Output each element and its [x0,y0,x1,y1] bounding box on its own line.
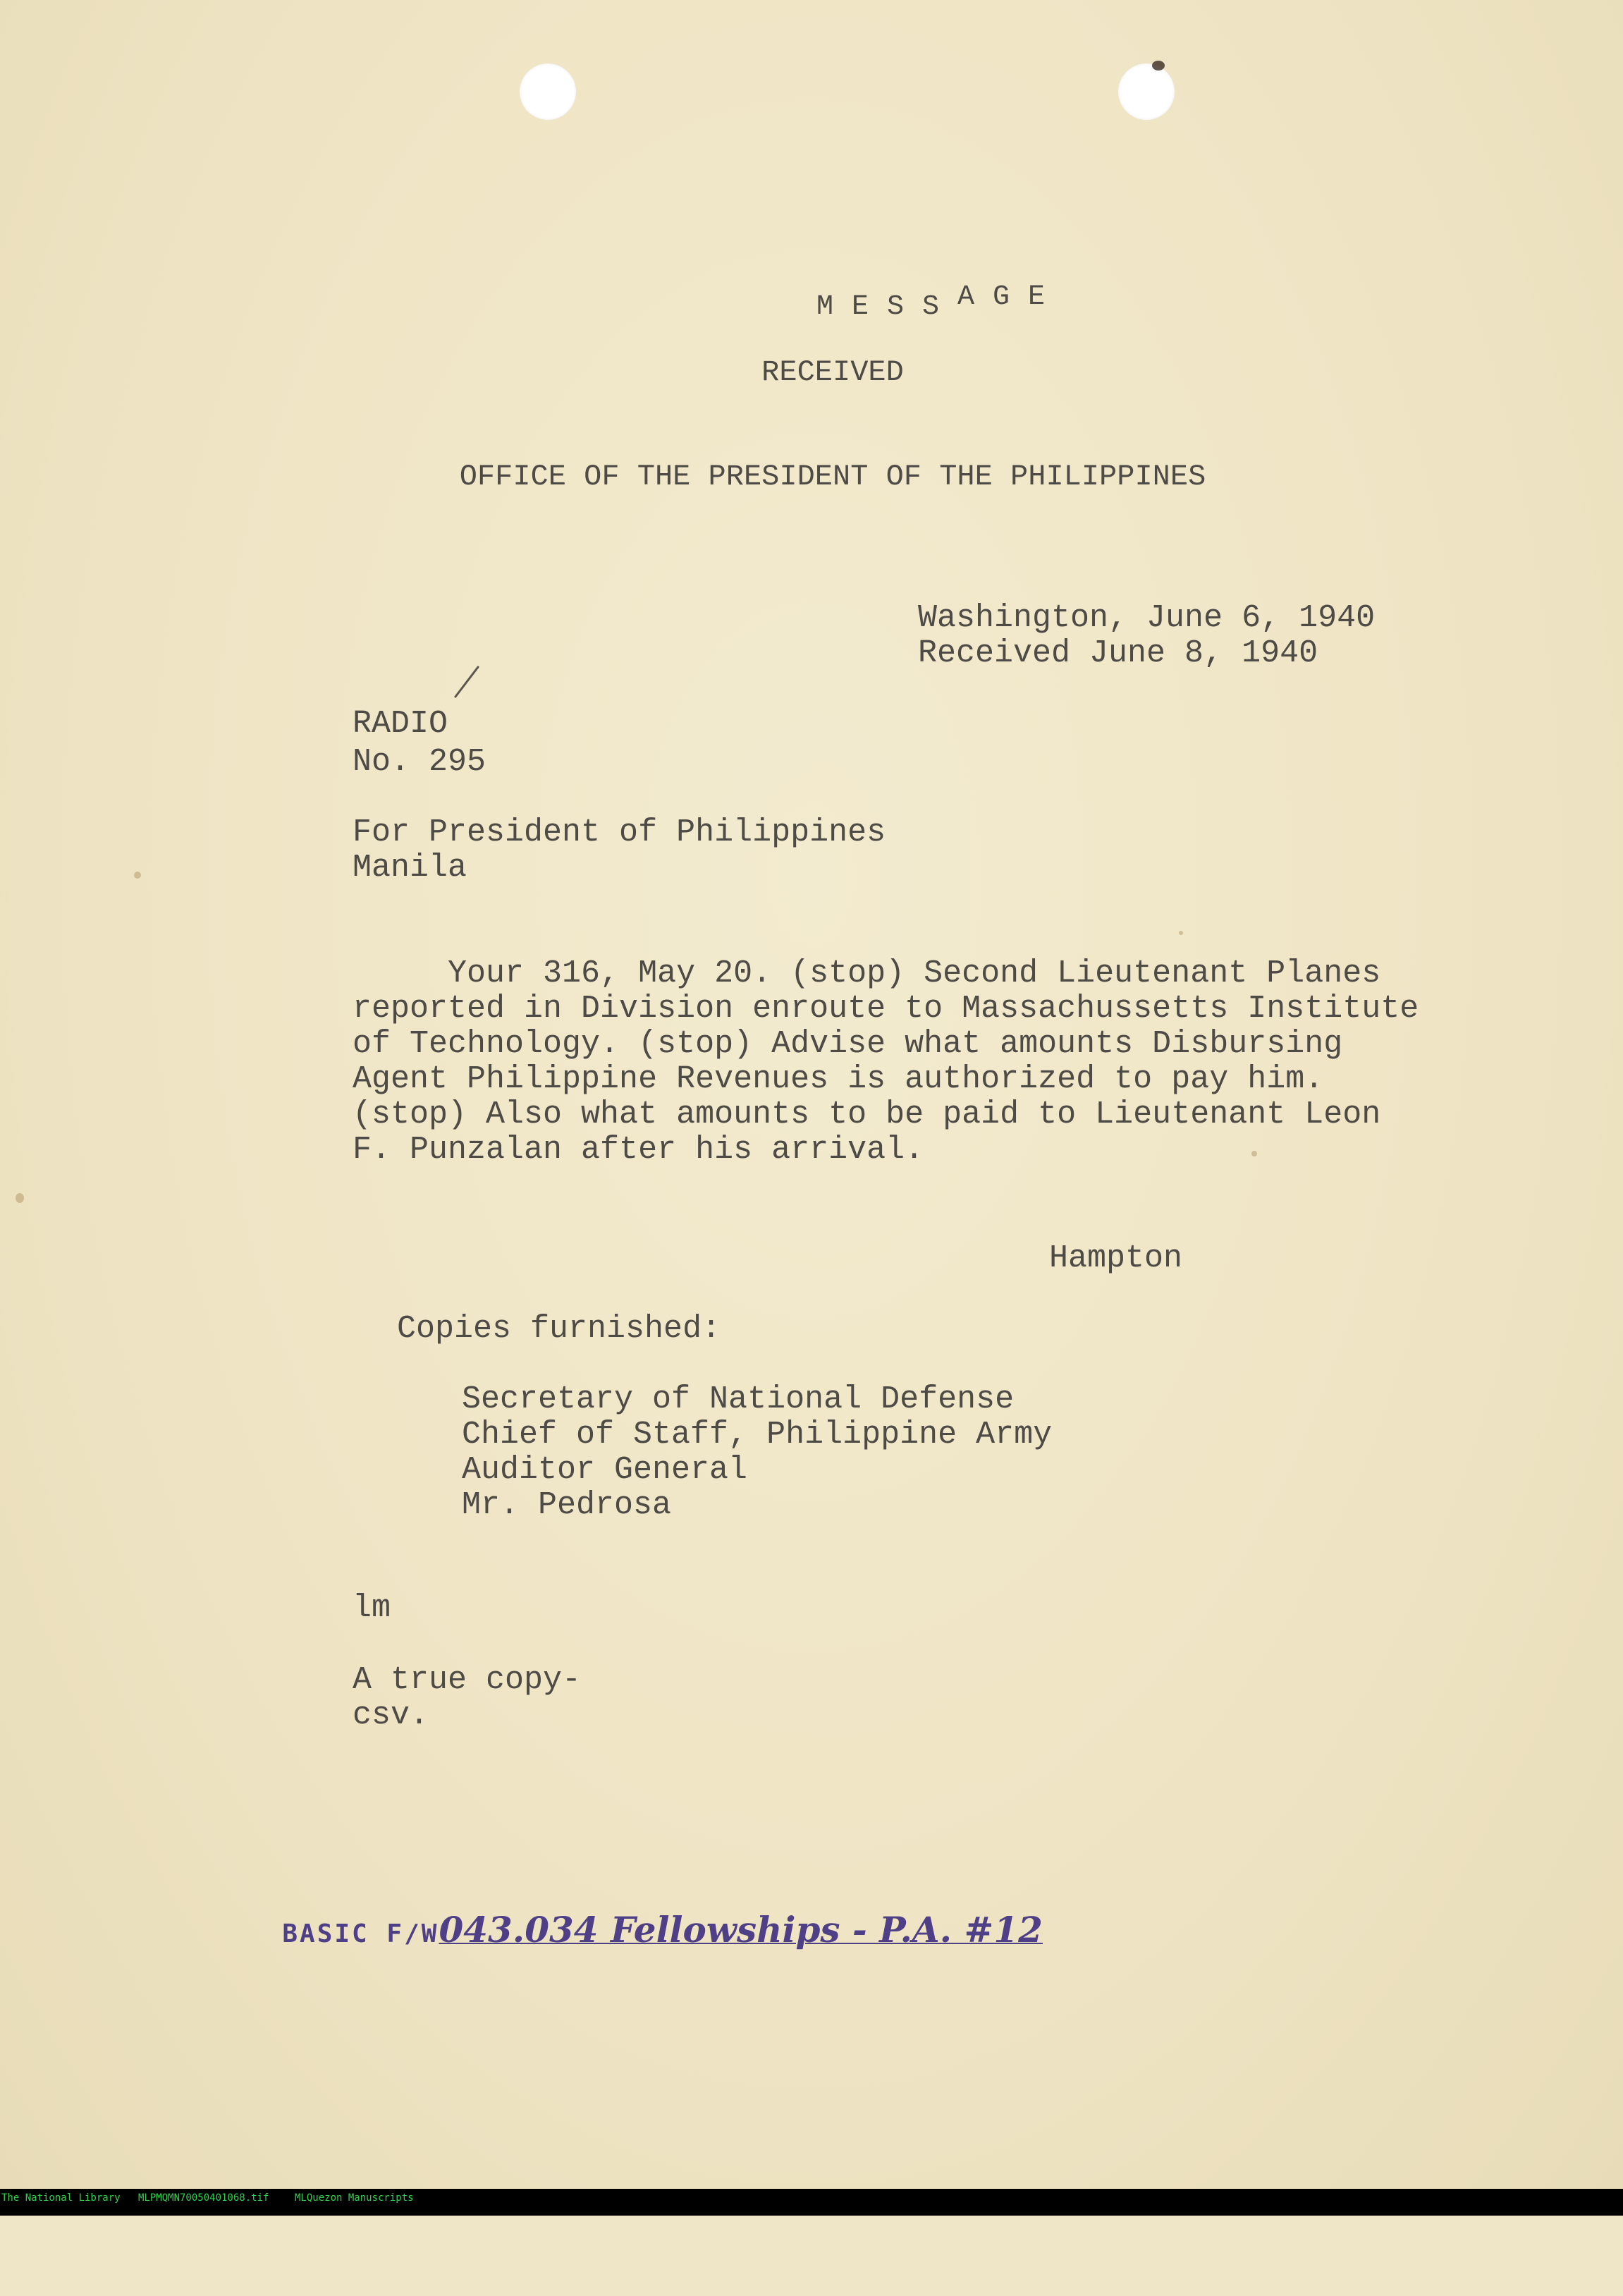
body-line: Your 316, May 20. (stop) Second Lieutenant Planes [353,955,1381,991]
stamp-basic-label: BASIC [282,1919,369,1948]
pencil-tick-mark [451,664,482,700]
body-line: (stop) Also what amounts to be paid to Lieutenant Leon [353,1097,1381,1132]
punch-hole-left [520,63,576,120]
paper-speck [134,872,141,879]
copies-recipient: Chief of Staff, Philippine Army [462,1417,1053,1453]
stamp-fw-label: F/W [386,1919,439,1948]
scan-footer-bar [0,2189,1623,2216]
footer-library: The National Library [1,2192,121,2204]
office-heading: OFFICE OF THE PRESIDENT OF THE PHILIPPINES [459,460,1206,494]
body-line: Agent Philippine Revenues is authorized to pay him. [353,1061,1324,1097]
paper-speck [1251,1151,1257,1156]
paper-speck [1179,931,1183,935]
message-heading-part2: AGE [957,281,1064,313]
body-line: F. Punzalan after his arrival. [353,1132,924,1168]
addressee-line2: Manila [353,850,467,886]
paper-speck [16,1193,24,1203]
body-line: reported in Division enroute to Massachussetts Institute [353,991,1419,1027]
true-copy-line1: A true copy- [353,1662,582,1698]
footer-collection: MLQuezon Manuscripts [295,2192,414,2204]
copies-heading: Copies furnished: [397,1311,721,1347]
radio-number: No. 295 [353,744,486,780]
addressee-line1: For President of Philippines [353,814,886,850]
received-heading: RECEIVED [761,355,904,389]
punch-hole-right [1118,63,1175,120]
signature: Hampton [1049,1240,1183,1276]
dateline-sent: Washington, June 6, 1940 [918,600,1376,636]
stamp-handwritten-reference: 043.034 Fellowships - P.A. #12 [439,1909,1043,1950]
copies-recipient: Mr. Pedrosa [462,1487,672,1523]
copies-recipient: Auditor General [462,1452,748,1488]
paper-speck [1152,61,1165,71]
dateline-received: Received June 8, 1940 [918,635,1318,671]
radio-label: RADIO [353,706,448,742]
typist-initials: lm [353,1590,391,1626]
true-copy-line2: csv. [353,1697,429,1733]
body-line: of Technology. (stop) Advise what amounts Disbursing [353,1026,1343,1062]
file-reference-stamp [268,1895,1043,1964]
message-heading-part1: MESS [816,291,958,323]
copies-recipient: Secretary of National Defense [462,1381,1015,1417]
message-heading [675,259,1063,355]
footer-file-name: MLPMQMN70050401068.tif [138,2192,269,2204]
